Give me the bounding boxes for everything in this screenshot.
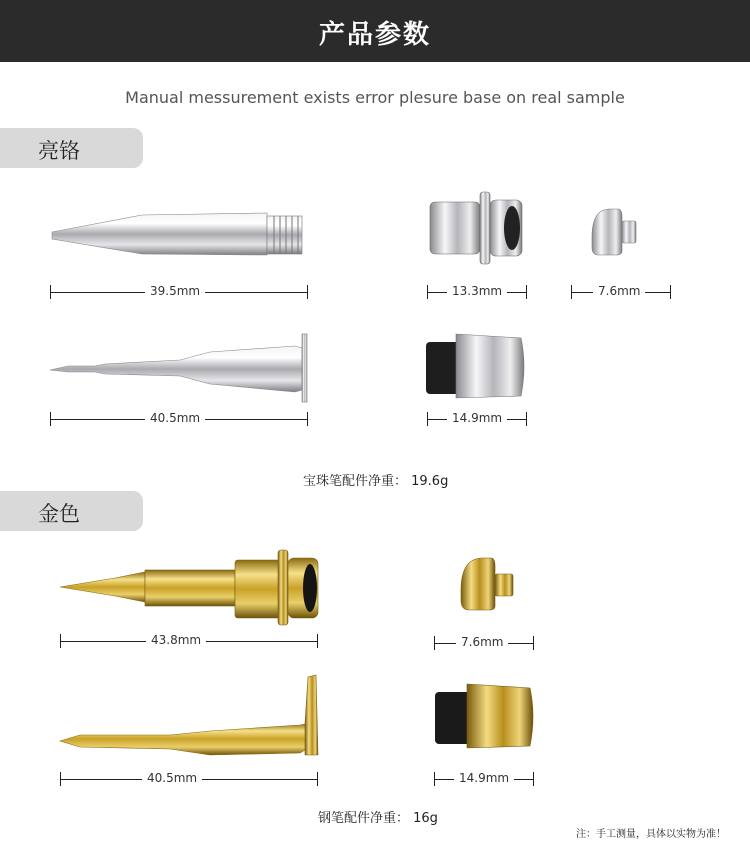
chrome-coupler-icon (430, 190, 525, 265)
footnote: 注：手工测量，具体以实物为准！ (576, 829, 726, 840)
section-label: 亮铬 (38, 139, 80, 163)
dimension-chrome-refill: 40.5mm (50, 412, 308, 426)
page-title: 产品参数 (318, 20, 431, 50)
gold-net-weight: 钢笔配件净重： 16g (318, 811, 438, 826)
chrome-refill-tube-icon (50, 332, 310, 404)
dimension-gold-refill: 40.5mm (60, 772, 318, 786)
gold-refill-tube-icon (60, 675, 322, 765)
dimension-chrome-body: 39.5mm (50, 285, 308, 299)
dimension-chrome-coupler: 13.3mm (427, 285, 527, 299)
section-tab-gold (0, 491, 143, 531)
dimension-gold-finial: 7.6mm (434, 636, 534, 650)
gold-cap-ring-icon (435, 680, 537, 750)
chrome-cap-ring-icon (426, 330, 528, 400)
section-label: 金色 (38, 502, 80, 526)
gold-finial-icon (459, 556, 524, 611)
gold-nib-section-icon (60, 550, 322, 625)
dimension-chrome-finial: 7.6mm (571, 285, 671, 299)
section-tab-chrome (0, 128, 143, 168)
chrome-net-weight: 宝珠笔配件净重： 19.6g (303, 474, 449, 489)
measurement-note: Manual messurement exists error plesure base on real sample (125, 88, 625, 107)
chrome-finial-icon (588, 207, 648, 257)
dimension-chrome-cap: 14.9mm (427, 412, 527, 426)
chrome-pen-body-icon (52, 210, 304, 260)
dimension-gold-nib: 43.8mm (60, 634, 318, 648)
page-header (0, 0, 750, 62)
dimension-gold-cap: 14.9mm (434, 772, 534, 786)
